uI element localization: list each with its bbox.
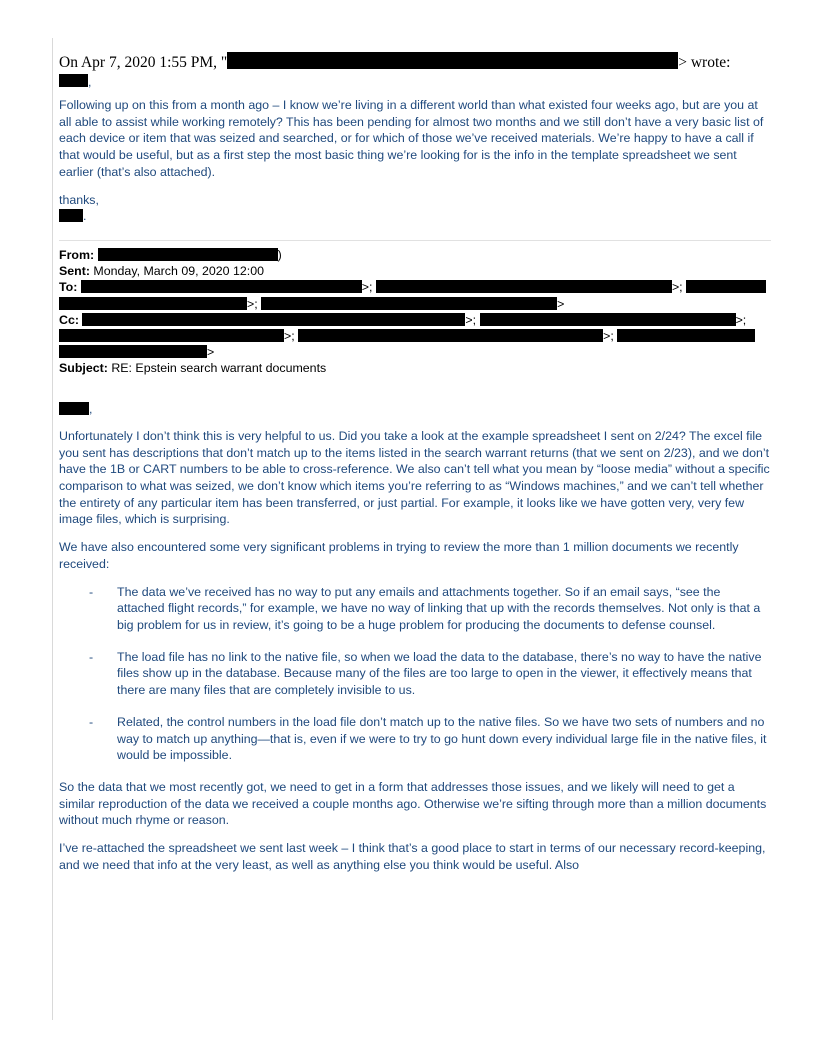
issues-list — [59, 584, 771, 764]
subject-line — [59, 360, 771, 376]
redaction-recipient-name — [59, 74, 88, 87]
forwarded-header — [59, 247, 771, 376]
redaction-cc-1 — [82, 313, 465, 326]
latest-message-signature — [59, 208, 771, 224]
to-label: To: — [59, 280, 78, 295]
redaction-to-2 — [376, 280, 672, 293]
list-item — [59, 584, 771, 634]
forwarded-closing-paragraph-1: So the data that we most recently got, we need to get in a form that addresses those issues, and we likely will need to get a similar reproduction of the data we received a couple months ago. Otherwise we’re sifting through more than a million documents without much rhyme or reason. — [59, 779, 767, 828]
cc-end: > — [207, 344, 215, 359]
to-line — [59, 279, 771, 295]
redaction-from — [98, 248, 278, 261]
forwarded-paragraph-1: Unfortunately I don’t think this is very helpful to us. Did you take a look at the example spreadsheet I sent on 2/24? The excel file you sent has descriptions that don’t match up to the items listed in the search warrant returns (that we sent on 2/23), and we don’t have the 1B or CART numbers to be able to cross-reference. We also can’t tell what you mean by “loose media” without a specific comparison to what was seized, we don’t know which items you’re referring to as “Windows machines,” and we can’t tell whether the entirety of any particular item has been transferred, or just partial. For example, it looks like we have gotten very, very few image files, which is surprising. — [59, 428, 770, 527]
cc-line-continued — [59, 328, 771, 344]
bullet-dash: - — [89, 714, 94, 729]
to-separator-2: >; — [671, 280, 683, 295]
bullet-dash: - — [89, 584, 94, 599]
to-line-continued — [59, 296, 771, 312]
redaction-cc-6 — [59, 345, 207, 358]
redaction-signature — [59, 209, 83, 222]
original-header-suffix: > wrote: — [678, 54, 731, 71]
sent-line — [59, 263, 771, 279]
cc-separator-2: >; — [735, 312, 747, 327]
redaction-to-1 — [81, 280, 362, 293]
greeting-comma: , — [88, 75, 92, 89]
cc-separator-3: >; — [284, 328, 295, 343]
list-item-text: The data we’ve received has no way to put any emails and attachments together. So if an email says, “see the attached flight records,” for example, we have no way of linking that up with the records themselves. Not only is that a big problem for us in review, it’s going to be a huge problem for producing the documents to defense counsel. — [117, 584, 761, 632]
forwarded-greeting-comma: , — [89, 401, 93, 416]
subject-label: Subject: — [59, 360, 108, 375]
sent-label: Sent: — [59, 264, 90, 279]
subject-value: RE: Epstein search warrant documents — [107, 360, 327, 375]
message-divider — [59, 240, 771, 241]
original-header-greeting — [59, 74, 771, 89]
sent-value: Monday, March 09, 2020 12:00 — [89, 264, 265, 279]
redaction-cc-2 — [480, 313, 736, 326]
to-separator-3: >; — [247, 296, 258, 311]
redaction-cc-4 — [298, 329, 603, 342]
bullet-dash: - — [89, 649, 94, 664]
from-suffix: ) — [277, 248, 282, 263]
forwarded-paragraph-2: We have also encountered some very significant problems in trying to review the more than 1 million documents we recently received: — [59, 540, 739, 571]
cc-line — [59, 312, 771, 328]
latest-message-body: Following up on this from a month ago – I know we’re living in a different world than what existed four weeks ago, but are you at all able to assist while working remotely? This has been pending for almost two months and we still don’t have a very basic list of each device or item that was seized and searched, or for which of those we’ve received materials. We’re happy to have a call if that would be useful, but as a first step the most basic thing we’re looking for is the info in the template spreadsheet we sent earlier (that’s also attached). — [59, 98, 764, 179]
list-item-text: The load file has no link to the native file, so when we load the data to the database, there’s no way to have the native files show up in the database. Because many of the files are too large to open in the viewer, it effectively means that there are many files that are completely invisible to us. — [117, 649, 762, 698]
signature-period: . — [83, 209, 87, 224]
redaction-cc-5 — [617, 329, 755, 342]
latest-message-closing: thanks, — [59, 192, 99, 207]
original-header-prefix: On Apr 7, 2020 1:55 PM, " — [59, 54, 228, 71]
list-item — [59, 649, 771, 699]
to-separator-1: >; — [361, 280, 373, 295]
cc-line-end — [59, 344, 771, 360]
forwarded-greeting — [59, 401, 771, 417]
from-label: From: — [59, 248, 95, 263]
cc-separator-1: >; — [465, 312, 477, 327]
cc-label: Cc: — [59, 312, 79, 327]
redaction-greeting-name — [59, 402, 89, 415]
redaction-to-4 — [59, 297, 247, 310]
page-left-rule — [52, 38, 53, 1020]
forwarded-closing-paragraph-2: I’ve re-attached the spreadsheet we sent last week – I think that’s a good place to start in terms of our necessary record-keeping, and we need that info at the very least, as well as anything else you think would be useful. Also — [59, 841, 766, 872]
redaction-to-3 — [686, 280, 766, 293]
redaction-to-5 — [261, 297, 557, 310]
cc-separator-4: >; — [603, 328, 614, 343]
redaction-cc-3 — [59, 329, 284, 342]
redaction-sender — [227, 52, 678, 69]
list-item-text: Related, the control numbers in the load file don’t match up to the native files. So we have two sets of numbers and no way to match up anything—that is, even if we were to try to go hunt down every individual large file in the native files, it would be impossible. — [117, 714, 767, 763]
to-end: > — [557, 296, 565, 311]
from-line — [59, 247, 771, 263]
list-item — [59, 714, 771, 764]
email-document — [59, 52, 771, 873]
original-header-line — [59, 52, 771, 74]
